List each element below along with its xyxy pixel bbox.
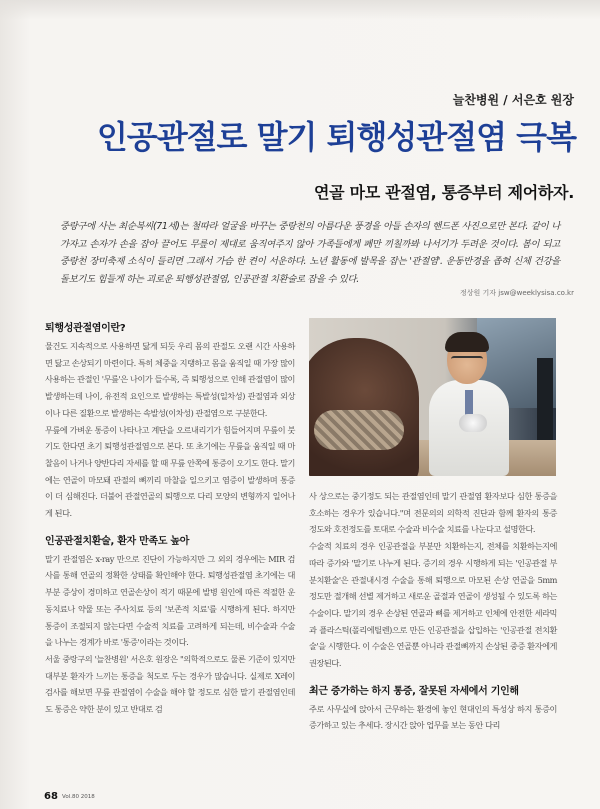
- article-lead: 중랑구에 사는 최순복씨(71세)는 철따라 얼굴을 바꾸는 중랑천의 아름다운 풍경을 아들 손자의 핸드폰 사진으로만 본다. 같이 나가자고 손자가 손을 잡아 끌어도 무릎이 제대로 움직여주지 않아 가족들에게 폐만 끼칠까봐 나서기가 두려운 것이다. 봄이 되고 중랑천 장미축제 소식이 들리면 그래서 가슴 한 켠이 서운하다. 노년 활동에 발목을 잡는 '관절염'. 운동반경을 좁혀 신체 건강을 돌보기도 힘들게 하는 괴로운 퇴행성관절염, 인공관절 치환술로 잡을 수 있다.: [60, 221, 560, 285]
- issue-label: Vol.80 2018: [62, 794, 95, 800]
- page-top-shadow: [0, 0, 600, 20]
- doctor-consultation-photo: [309, 318, 556, 476]
- reporter-credit: 정상원 기자 jsw@weeklysisa.co.kr: [460, 289, 574, 297]
- body-paragraph: 무릎에 가벼운 통증이 나타나고 계단을 오르내리기가 힘들어지며 무릎이 붓기도 한다면 초기 퇴행성관절염으로 본다. 또 초기에는 무릎을 움직일 때 마찰음이 나거나 양반다리 자세를 할 때 무릎 안쪽에 통증이 오기도 한다. 말기에는 연골이 마모돼 관절의 뼈끼리 마찰을 일으키고 염증이 발생하며 통증이 더 심해진다. 더불어 관절연골의 퇴행으로 다리 모양의 변형까지 일어나게 된다.: [45, 424, 295, 519]
- monitor-shape: [537, 358, 553, 448]
- body-paragraph: 주로 사무실에 앉아서 근무하는 환경에 놓인 현대인의 특성상 하지 통증이 증가하고 있는 추세다. 장시간 앉아 업무를 보는 동안 다리: [309, 703, 557, 731]
- knee-model-icon: [459, 414, 487, 432]
- body-paragraph: 말기 관절염은 x-ray 만으로 진단이 가능하지만 그 외의 경우에는 MIR 검사를 통해 연골의 정확한 상태를 확인해야 한다. 퇴행성관절염 초기에는 대부분 증상이 경미하고 연골손상이 적기 때문에 발병 원인에 따른 적절한 운동치료나 약물 또는 주사치료 등의 '보존적 치료'를 시행하게 된다. 하지만 통증이 조절되지 않는다면 수술적 치료를 고려하게 되는데, 비수술과 수술을 나누는 경계가 바로 '통증'이라는 것이다.: [45, 553, 295, 648]
- body-paragraph: 서울 중랑구의 '늘찬병원' 서은호 원장은 "의학적으로도 물론 기준이 있지만 대부분 환자가 느끼는 통증을 척도로 두는 경우가 많습니다. 실제로 X레이 검사를 해보면 무릎 관절염이 수술을 해야 할 정도로 심한 말기 관절염인데도 통증은 약한 분이 있고 반대로 검: [45, 653, 295, 715]
- article-subtitle: 연골 마모 관절염, 통증부터 제어하자.: [314, 183, 574, 202]
- section-heading-leg-pain: 최근 증가하는 하지 통증, 잘못된 자세에서 기인해: [309, 685, 519, 697]
- patient-figure: [309, 338, 419, 476]
- article-title: 인공관절로 말기 퇴행성관절염 극복: [96, 118, 576, 156]
- right-column: [309, 488, 557, 734]
- body-paragraph: 사 상으로는 중기정도 되는 관절염인데 말기 관절염 환자보다 심한 통증을 호소하는 경우가 있습니다."며 전문의의 의학적 진단과 함께 환자의 통증 정도와 호전정도를 토대로 수술과 비수술 치료를 나눈다고 설명한다.: [309, 491, 557, 535]
- body-paragraph: 수술적 치료의 경우 인공관절을 부분만 치환하는지, 전체를 치환하는지에 따라 증가와 '말기로 나누게 된다. 증기의 경우 시행하게 되는 '인공관절 부분치환술'은 관절내시경 수술을 통해 퇴행으로 마모된 손상 연골을 5mm 정도만 절개해 선별 제거하고 새로운 골절과 연골이 생성될 수 있도록 하는 수술이다. 말기의 경우 손상된 연골과 뼈를 제거하고 인체에 안전한 세라믹과 플라스틱(폴리에틸렌)으로 만든 인공관절을 삽입하는 '인공관절 전치환술'을 시행한다. 이 수술은 연골뿐 아니라 관절뼈까지 손상된 중증 환자에게 권장된다.: [309, 541, 557, 669]
- page-number: 68: [44, 791, 58, 802]
- left-column: [45, 319, 295, 718]
- body-paragraph: 물건도 지속적으로 사용하면 닳게 되듯 우리 몸의 관절도 오랜 시간 사용하면 닳고 손상되기 마련이다. 특히 체중을 지탱하고 몸을 움직일 때 가장 많이 사용하는 관절인 '무릎'은 나이가 들수록, 즉 퇴행성으로 인해 관절염이 많이 발생하는데 나이, 유전적 요인으로 발생하는 특발성(일차성) 관절염과 외상이나 다른 질환으로 발생하는 속발성(이차성) 관절염으로 구분한다.: [45, 341, 295, 418]
- hospital-byline: 늘찬병원 / 서은호 원장: [452, 93, 574, 107]
- section-heading-osteoarthritis: 퇴행성관절염이란?: [45, 323, 126, 334]
- section-heading-replacement: 인공관절치환술, 환자 만족도 높아: [45, 535, 190, 547]
